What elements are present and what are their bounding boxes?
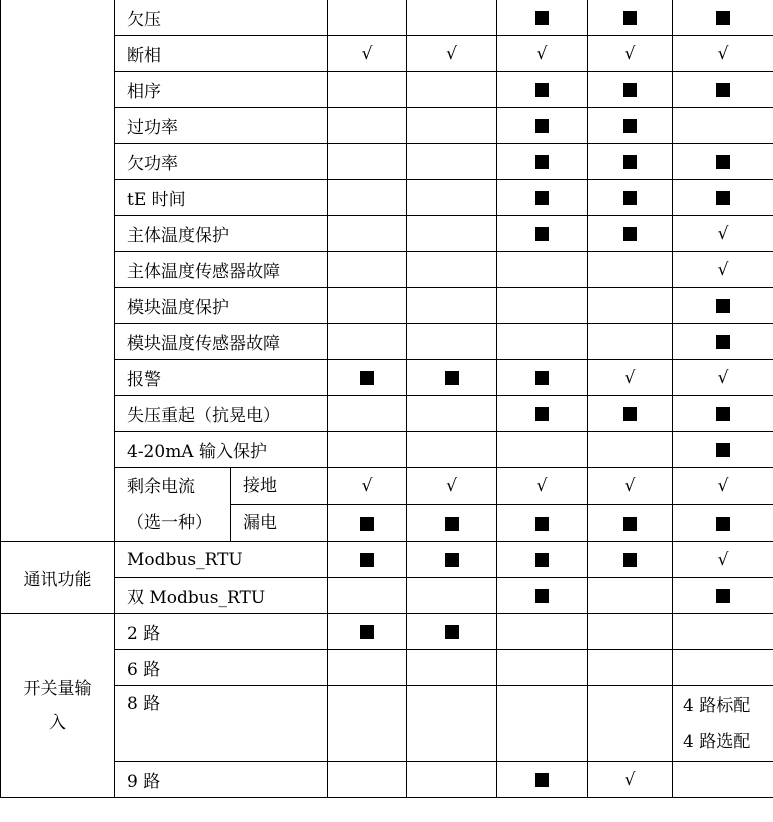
filled-square-icon	[623, 517, 637, 531]
mark-cell-3	[497, 396, 588, 432]
filled-square-icon	[535, 155, 549, 169]
mark-cell-5	[673, 180, 773, 216]
row-label: 9 路	[115, 762, 328, 798]
table-body	[1, 0, 773, 798]
mark-cell-3	[497, 36, 588, 72]
mark-cell-2	[407, 180, 497, 216]
filled-square-icon	[535, 371, 549, 385]
mark-cell-4	[588, 0, 673, 36]
table-row	[1, 0, 773, 36]
filled-square-icon	[360, 371, 374, 385]
filled-square-icon	[535, 589, 549, 603]
config-note: 4 路选配	[683, 731, 751, 752]
mark-cell-4	[588, 650, 673, 686]
mark-cell-1	[328, 505, 407, 542]
mark-cell-4	[588, 360, 673, 396]
mark-cell-2	[407, 252, 497, 288]
mark-cell-2	[407, 144, 497, 180]
mark-cell-5	[673, 36, 773, 72]
filled-square-icon	[716, 335, 730, 349]
filled-square-icon	[716, 11, 730, 25]
row-label: 报警	[115, 360, 328, 396]
filled-square-icon	[445, 371, 459, 385]
check-mark: √	[624, 367, 636, 388]
row-label: tE 时间	[115, 180, 328, 216]
filled-square-icon	[623, 11, 637, 25]
mark-cell-4	[588, 468, 673, 505]
check-mark: √	[624, 476, 636, 496]
table-row	[1, 468, 773, 505]
check-mark: √	[717, 367, 729, 388]
row-label: Modbus_RTU	[115, 542, 328, 578]
mark-cell-1	[328, 686, 407, 762]
check-mark: √	[717, 259, 729, 280]
filled-square-icon	[445, 625, 459, 639]
check-mark: √	[717, 43, 729, 64]
filled-square-icon	[535, 191, 549, 205]
mark-cell-4	[588, 144, 673, 180]
mark-cell-2	[407, 288, 497, 324]
filled-square-icon	[535, 119, 549, 133]
filled-square-icon	[716, 517, 730, 531]
mark-cell-2	[407, 36, 497, 72]
mark-cell-2	[407, 0, 497, 36]
mark-cell-4	[588, 72, 673, 108]
mark-cell-5	[673, 542, 773, 578]
mark-cell-4	[588, 578, 673, 614]
mark-cell-4	[588, 432, 673, 468]
check-mark: √	[624, 43, 636, 64]
switch-category-line1: 开关量输	[23, 678, 92, 699]
mark-cell-4	[588, 686, 673, 762]
mark-cell-3	[497, 324, 588, 360]
check-mark: √	[717, 476, 729, 496]
mark-cell-1	[328, 0, 407, 36]
table-row	[1, 288, 773, 324]
mark-cell-5	[673, 578, 773, 614]
mark-cell-2	[407, 396, 497, 432]
row-label: 欠压	[115, 0, 328, 36]
table-row	[1, 396, 773, 432]
row-label: 模块温度保护	[115, 288, 328, 324]
row-label: 主体温度保护	[115, 216, 328, 252]
table-row	[1, 360, 773, 396]
category-comm: 通讯功能	[1, 542, 115, 614]
mark-cell-2	[407, 578, 497, 614]
filled-square-icon	[623, 83, 637, 97]
mark-cell-3	[497, 578, 588, 614]
filled-square-icon	[623, 227, 637, 241]
mark-cell-1	[328, 144, 407, 180]
mark-cell-2	[407, 360, 497, 396]
mark-cell-2	[407, 108, 497, 144]
check-mark: √	[717, 223, 729, 244]
filled-square-icon	[535, 553, 549, 567]
mark-cell-3	[497, 650, 588, 686]
table-row	[1, 762, 773, 798]
mark-cell-3	[497, 686, 588, 762]
filled-square-icon	[445, 517, 459, 531]
row-label: 2 路	[115, 614, 328, 650]
mark-cell-5	[673, 324, 773, 360]
row-label: 4-20mA 输入保护	[115, 432, 328, 468]
filled-square-icon	[716, 191, 730, 205]
filled-square-icon	[623, 191, 637, 205]
mark-cell-4	[588, 396, 673, 432]
row-label: 6 路	[115, 650, 328, 686]
mark-cell-5	[673, 360, 773, 396]
mark-cell-4	[588, 216, 673, 252]
mark-cell-1	[328, 542, 407, 578]
mark-cell-1	[328, 360, 407, 396]
row-label: 断相	[115, 36, 328, 72]
mark-cell-3	[497, 468, 588, 505]
mark-cell-2	[407, 686, 497, 762]
mark-cell-5	[673, 650, 773, 686]
mark-cell-4	[588, 762, 673, 798]
mark-cell-1	[328, 108, 407, 144]
mark-cell-1	[328, 650, 407, 686]
mark-cell-5	[673, 762, 773, 798]
mark-cell-5	[673, 614, 773, 650]
mark-cell-4	[588, 542, 673, 578]
table-row	[1, 72, 773, 108]
table-row	[1, 180, 773, 216]
mark-cell-1	[328, 324, 407, 360]
row-label: 相序	[115, 72, 328, 108]
config-note: 4 路标配	[683, 695, 751, 716]
filled-square-icon	[535, 517, 549, 531]
mark-cell-3	[497, 216, 588, 252]
mark-cell-3	[497, 614, 588, 650]
mark-cell-1	[328, 614, 407, 650]
check-mark: √	[536, 476, 548, 496]
mark-cell-1	[328, 578, 407, 614]
mark-cell-5	[673, 252, 773, 288]
filled-square-icon	[716, 83, 730, 97]
mark-cell-4	[588, 108, 673, 144]
table-row	[1, 324, 773, 360]
mark-cell-2	[407, 468, 497, 505]
mark-cell-4	[588, 252, 673, 288]
table-row	[1, 578, 773, 614]
row-label: 过功率	[115, 108, 328, 144]
table-row	[1, 614, 773, 650]
row-label: 主体温度传感器故障	[115, 252, 328, 288]
check-mark: √	[717, 549, 729, 570]
filled-square-icon	[623, 407, 637, 421]
row-label: 失压重起（抗晃电）	[115, 396, 328, 432]
filled-square-icon	[360, 553, 374, 567]
check-mark: √	[361, 476, 373, 496]
check-mark: √	[361, 43, 373, 64]
filled-square-icon	[716, 443, 730, 457]
mark-cell-5	[673, 72, 773, 108]
category-cell-blank	[1, 0, 115, 542]
mark-cell-3	[497, 144, 588, 180]
filled-square-icon	[716, 407, 730, 421]
mark-cell-5	[673, 108, 773, 144]
filled-square-icon	[716, 589, 730, 603]
switch-category-line2: 入	[49, 712, 66, 733]
mark-cell-1	[328, 288, 407, 324]
table-row	[1, 36, 773, 72]
filled-square-icon	[535, 227, 549, 241]
mark-cell-1	[328, 252, 407, 288]
mark-cell-3	[497, 72, 588, 108]
mark-cell-4	[588, 288, 673, 324]
table-row	[1, 144, 773, 180]
mark-cell-1	[328, 72, 407, 108]
mark-cell-1	[328, 180, 407, 216]
mark-cell-3	[497, 542, 588, 578]
table-row	[1, 686, 773, 762]
row-label: 8 路	[115, 686, 328, 762]
mark-cell-2	[407, 72, 497, 108]
row-label: 模块温度传感器故障	[115, 324, 328, 360]
mark-cell-1	[328, 762, 407, 798]
mark-cell-4	[588, 505, 673, 542]
row-label: 双 Modbus_RTU	[115, 578, 328, 614]
mark-cell-4	[588, 324, 673, 360]
mark-cell-3	[497, 762, 588, 798]
mark-cell-2	[407, 505, 497, 542]
residual-sub-label: 漏电	[231, 505, 328, 542]
table-row	[1, 432, 773, 468]
mark-cell-2	[407, 614, 497, 650]
mark-cell-3	[497, 360, 588, 396]
filled-square-icon	[535, 773, 549, 787]
filled-square-icon	[535, 83, 549, 97]
mark-cell-3	[497, 288, 588, 324]
residual-sub-label: 接地	[231, 468, 328, 505]
filled-square-icon	[716, 155, 730, 169]
category-switch-input	[1, 614, 115, 798]
mark-cell-5	[673, 288, 773, 324]
row-label: 欠功率	[115, 144, 328, 180]
filled-square-icon	[535, 407, 549, 421]
mark-cell-1	[328, 432, 407, 468]
mark-cell-5	[673, 144, 773, 180]
filled-square-icon	[535, 11, 549, 25]
mark-cell-2	[407, 324, 497, 360]
mark-cell-1	[328, 216, 407, 252]
residual-label-line1: 剩余电流	[127, 476, 195, 497]
residual-current-label	[115, 468, 231, 542]
mark-cell-1	[328, 468, 407, 505]
check-mark: √	[446, 43, 457, 64]
mark-cell-2	[407, 542, 497, 578]
mark-cell-3	[497, 432, 588, 468]
table-row	[1, 542, 773, 578]
check-mark: √	[536, 43, 548, 64]
filled-square-icon	[623, 119, 637, 133]
check-mark: √	[624, 769, 636, 790]
mark-cell-5	[673, 468, 773, 505]
table-row	[1, 108, 773, 144]
filled-square-icon	[445, 553, 459, 567]
mark-cell-2	[407, 216, 497, 252]
mark-cell-2	[407, 762, 497, 798]
filled-square-icon	[360, 625, 374, 639]
mark-cell-4	[588, 36, 673, 72]
table-row	[1, 252, 773, 288]
mark-cell-3	[497, 252, 588, 288]
residual-label-line2: （选一种）	[127, 512, 212, 533]
mark-cell-4	[588, 614, 673, 650]
mark-cell-5	[673, 216, 773, 252]
mark-cell-5	[673, 0, 773, 36]
filled-square-icon	[623, 155, 637, 169]
mark-cell-2	[407, 432, 497, 468]
mark-cell-4	[588, 180, 673, 216]
mark-cell-2	[407, 650, 497, 686]
mark-cell-1	[328, 36, 407, 72]
table-row	[1, 650, 773, 686]
mark-cell-5	[673, 505, 773, 542]
mark-cell-3	[497, 505, 588, 542]
check-mark: √	[446, 476, 457, 496]
mark-cell-1	[328, 396, 407, 432]
mark-cell-3	[497, 180, 588, 216]
mark-cell-5	[673, 432, 773, 468]
filled-square-icon	[360, 517, 374, 531]
config-notes	[673, 686, 773, 762]
mark-cell-3	[497, 0, 588, 36]
mark-cell-5	[673, 396, 773, 432]
mark-cell-3	[497, 108, 588, 144]
table-row	[1, 216, 773, 252]
filled-square-icon	[716, 299, 730, 313]
filled-square-icon	[623, 553, 637, 567]
